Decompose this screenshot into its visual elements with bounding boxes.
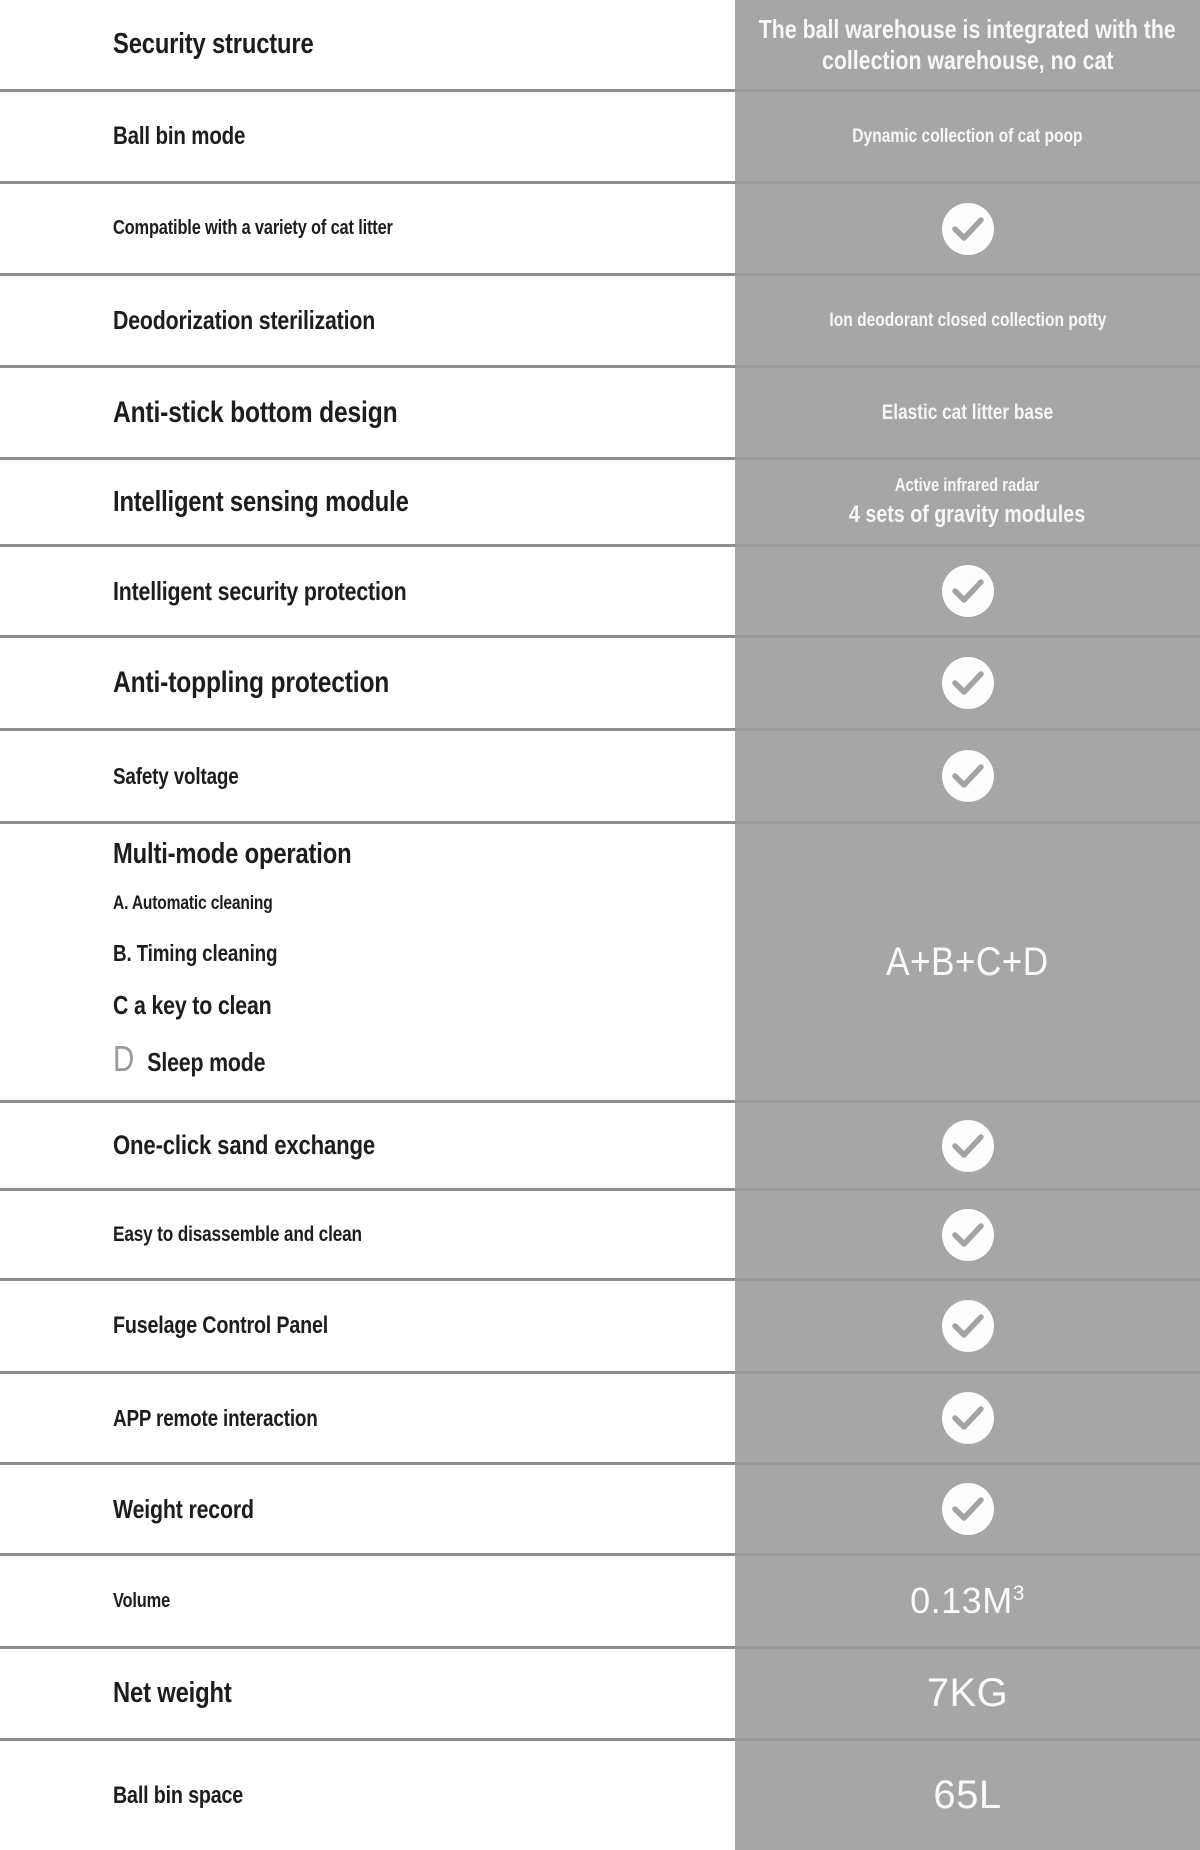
spec-label: Ball bin space: [113, 1781, 244, 1809]
spec-label: Ball bin mode: [113, 122, 246, 150]
check-icon: [942, 1483, 994, 1535]
check-icon: [942, 1209, 994, 1261]
mode-c-label: C a key to clean: [113, 989, 272, 1020]
spec-value-line: The ball warehouse is integrated with the: [759, 13, 1177, 44]
mode-d-line: [113, 1034, 265, 1092]
check-icon: [942, 203, 994, 255]
spec-label: Volume: [113, 1589, 171, 1612]
spec-label: Anti-stick bottom design: [113, 395, 398, 429]
spec-label: One-click sand exchange: [113, 1130, 376, 1160]
spec-row-app-remote: [0, 1374, 1200, 1465]
spec-row-ball-bin-space: [0, 1741, 1200, 1850]
check-icon: [942, 657, 994, 709]
spec-label: Safety voltage: [113, 762, 239, 789]
spec-row-ball-bin-mode: [0, 92, 1200, 184]
spec-label: Intelligent sensing module: [113, 485, 409, 518]
check-icon: [942, 1392, 994, 1444]
spec-row-anti-toppling: [0, 638, 1200, 731]
spec-value-line: collection warehouse, no cat: [821, 44, 1114, 75]
spec-label: Compatible with a variety of cat litter: [113, 217, 393, 239]
check-icon: [942, 750, 994, 802]
spec-label: Weight record: [113, 1493, 254, 1524]
spec-value: Ion deodorant closed collection potty: [828, 309, 1107, 331]
spec-value: Dynamic collection of cat poop: [852, 125, 1083, 147]
spec-row-compatible-litter: [0, 184, 1200, 276]
spec-value: Elastic cat litter base: [881, 400, 1054, 424]
mode-d-prefix: D: [113, 1037, 135, 1079]
spec-value: 65L: [933, 1773, 1002, 1817]
spec-row-security-protection: [0, 547, 1200, 638]
spec-label: Fuselage Control Panel: [113, 1312, 329, 1339]
mode-a-label: A. Automatic cleaning: [113, 892, 273, 914]
spec-value-line: Active infrared radar: [895, 475, 1040, 495]
spec-row-anti-stick: [0, 368, 1200, 460]
spec-row-control-panel: [0, 1281, 1200, 1374]
spec-row-sand-exchange: [0, 1103, 1200, 1191]
spec-label: Multi-mode operation: [113, 837, 352, 870]
spec-label: Intelligent security protection: [113, 575, 407, 606]
spec-row-net-weight: [0, 1649, 1200, 1741]
spec-value: $0.13M^3$: [910, 1580, 1025, 1621]
mode-b-label: B. Timing cleaning: [113, 939, 278, 966]
spec-label: Security structure: [113, 28, 314, 60]
check-icon: [942, 1300, 994, 1352]
spec-row-sensing-module: [0, 460, 1200, 547]
spec-row-easy-disassemble: [0, 1191, 1200, 1281]
spec-label: Deodorization sterilization: [113, 305, 376, 335]
spec-value: 7KG: [926, 1671, 1009, 1715]
spec-row-security-structure: [0, 0, 1200, 92]
mode-d-label: Sleep mode: [147, 1046, 266, 1077]
spec-label: APP remote interaction: [113, 1404, 318, 1431]
spec-row-weight-record: [0, 1465, 1200, 1556]
spec-row-multi-mode: [0, 824, 1200, 1103]
check-icon: [942, 1120, 994, 1172]
superscript: 3: [1012, 1582, 1025, 1605]
spec-label: Anti-toppling protection: [113, 666, 390, 699]
spec-row-volume: [0, 1556, 1200, 1649]
spec-row-deodorization: [0, 276, 1200, 368]
spec-value: A+B+C+D: [886, 939, 1049, 984]
spec-label: Easy to disassemble and clean: [113, 1222, 362, 1246]
spec-row-safety-voltage: [0, 731, 1200, 824]
spec-value-line: 4 sets of gravity modules: [849, 501, 1086, 528]
check-icon: [942, 565, 994, 617]
spec-label: Net weight: [113, 1677, 232, 1709]
